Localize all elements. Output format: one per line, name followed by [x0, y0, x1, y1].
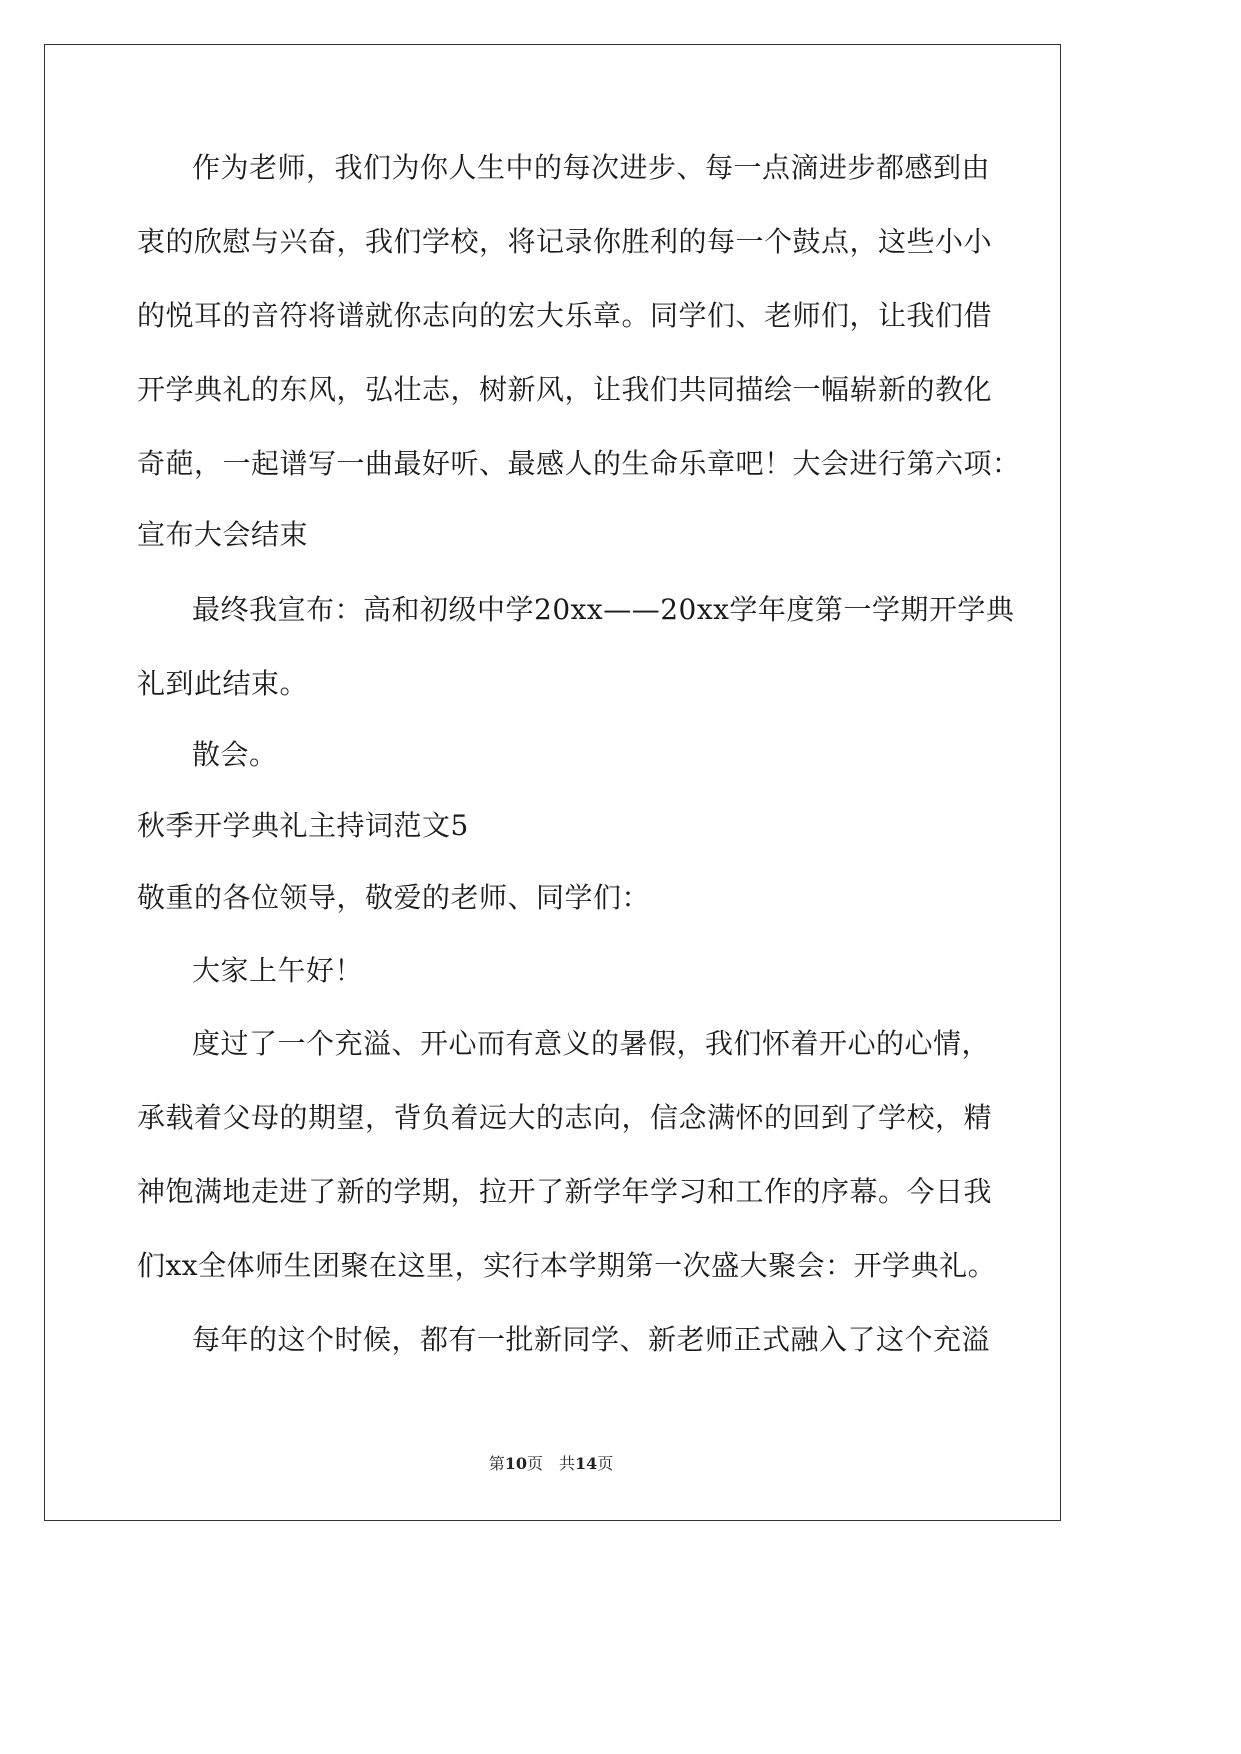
body-line: 衷的欣慰与兴奋，我们学校，将记录你胜利的每一个鼓点，这些小小 — [137, 225, 993, 258]
greeting: 大家上午好！ — [192, 954, 364, 987]
body-line: 最终我宣布：高和初级中学20xx——20xx学年度第一学期开学典 — [192, 593, 1015, 626]
body-line: 礼到此结束。 — [137, 667, 309, 700]
page-border — [44, 44, 1061, 1521]
footer-suffix: 页 — [597, 1454, 614, 1473]
section-heading: 秋季开学典礼主持词范文5 — [137, 809, 469, 842]
current-page-number: 10 — [504, 1454, 527, 1473]
body-line: 的悦耳的音符将谱就你志向的宏大乐章。同学们、老师们，让我们借 — [137, 299, 993, 332]
page-footer — [0, 1451, 1102, 1474]
body-line: 开学典礼的东风，弘壮志，树新风，让我们共同描绘一幅崭新的教化 — [137, 373, 993, 406]
body-line: 散会。 — [192, 738, 278, 771]
total-pages-number: 14 — [575, 1454, 598, 1473]
body-line: 承载着父母的期望，背负着远大的志向，信念满怀的回到了学校，精 — [137, 1101, 993, 1134]
body-line: 每年的这个时候，都有一批新同学、新老师正式融入了这个充溢 — [192, 1323, 991, 1356]
body-line: 宣布大会结束 — [137, 518, 309, 551]
body-line: 度过了一个充溢、开心而有意义的暑假，我们怀着开心的心情， — [192, 1027, 991, 1060]
body-line: 奇葩，一起谱写一曲最好听、最感人的生命乐章吧！大会进行第六项： — [137, 447, 1021, 480]
footer-middle: 页 共 — [526, 1454, 575, 1473]
footer-prefix: 第 — [488, 1454, 505, 1473]
salutation: 敬重的各位领导，敬爱的老师、同学们： — [137, 881, 651, 914]
body-line: 们xx全体师生团聚在这里，实行本学期第一次盛大聚会：开学典礼。 — [137, 1249, 997, 1282]
body-line: 神饱满地走进了新的学期，拉开了新学年学习和工作的序幕。今日我 — [137, 1175, 993, 1208]
body-line: 作为老师，我们为你人生中的每次进步、每一点滴进步都感到由 — [192, 151, 991, 184]
